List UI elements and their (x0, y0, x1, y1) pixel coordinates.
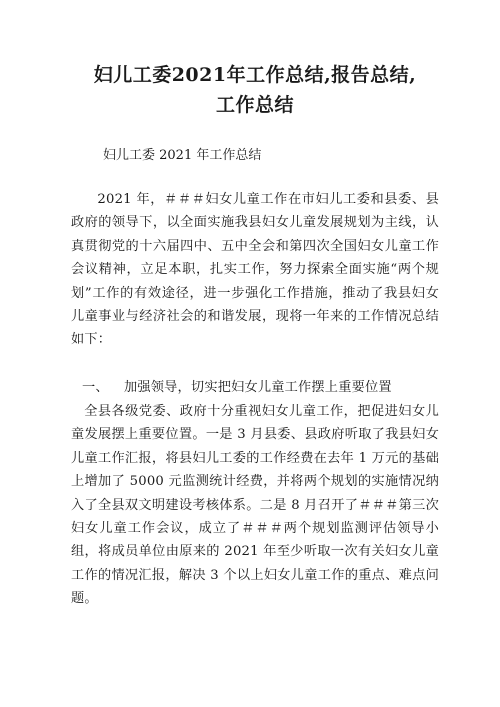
paragraph-section-1: 全县各级党委、政府十分重视妇女儿童工作，把促进妇女儿童发展摆上重要位置。一是 3 月县委、县政府听取了我县妇女儿童工作汇报，将县妇儿工委的工作经费在去年 1 万元的基础上增加了 5000 元监测统计经费，并将两个规划的实施情况纳入了全县双文明建设考核体系。二是 8 月召开了＃＃＃第三次妇女儿童工作会议，成立了＃＃＃两个规划监测评估领导小组，将成员单位由原来的 2021 年至少听取一次有关妇女儿童工作的情况汇报，解决 3 个以上妇女儿童工作的重点、难点问题。 (71, 404, 439, 607)
section-number: 一、 (82, 380, 109, 395)
title-line-1: 妇儿工委2021年工作总结,报告总结, (93, 64, 417, 86)
title-line-2: 工作总结 (215, 94, 294, 116)
document-subtitle: 妇儿工委 2021 年工作总结 (103, 148, 262, 163)
section-heading-text: 加强领导，切实把妇女儿童工作摆上重要位置 (124, 380, 392, 395)
document-title (70, 60, 440, 120)
section-heading-1 (82, 376, 442, 399)
paragraph-intro: 2021 年，＃＃＃妇女儿童工作在市妇儿工委和县委、县政府的领导下，以全面实施我县妇女儿童发展规划为主线，认真贯彻党的十六届四中、五中全会和第四次全国妇女儿童工作会议精神，立足本职，扎实工作，努力探索全面实施“两个规划”工作的有效途径，进一步强化工作措施，推动了我县妇女儿童事业与经济社会的和谐发展，现将一年来的工作情况总结如下： (71, 192, 439, 348)
